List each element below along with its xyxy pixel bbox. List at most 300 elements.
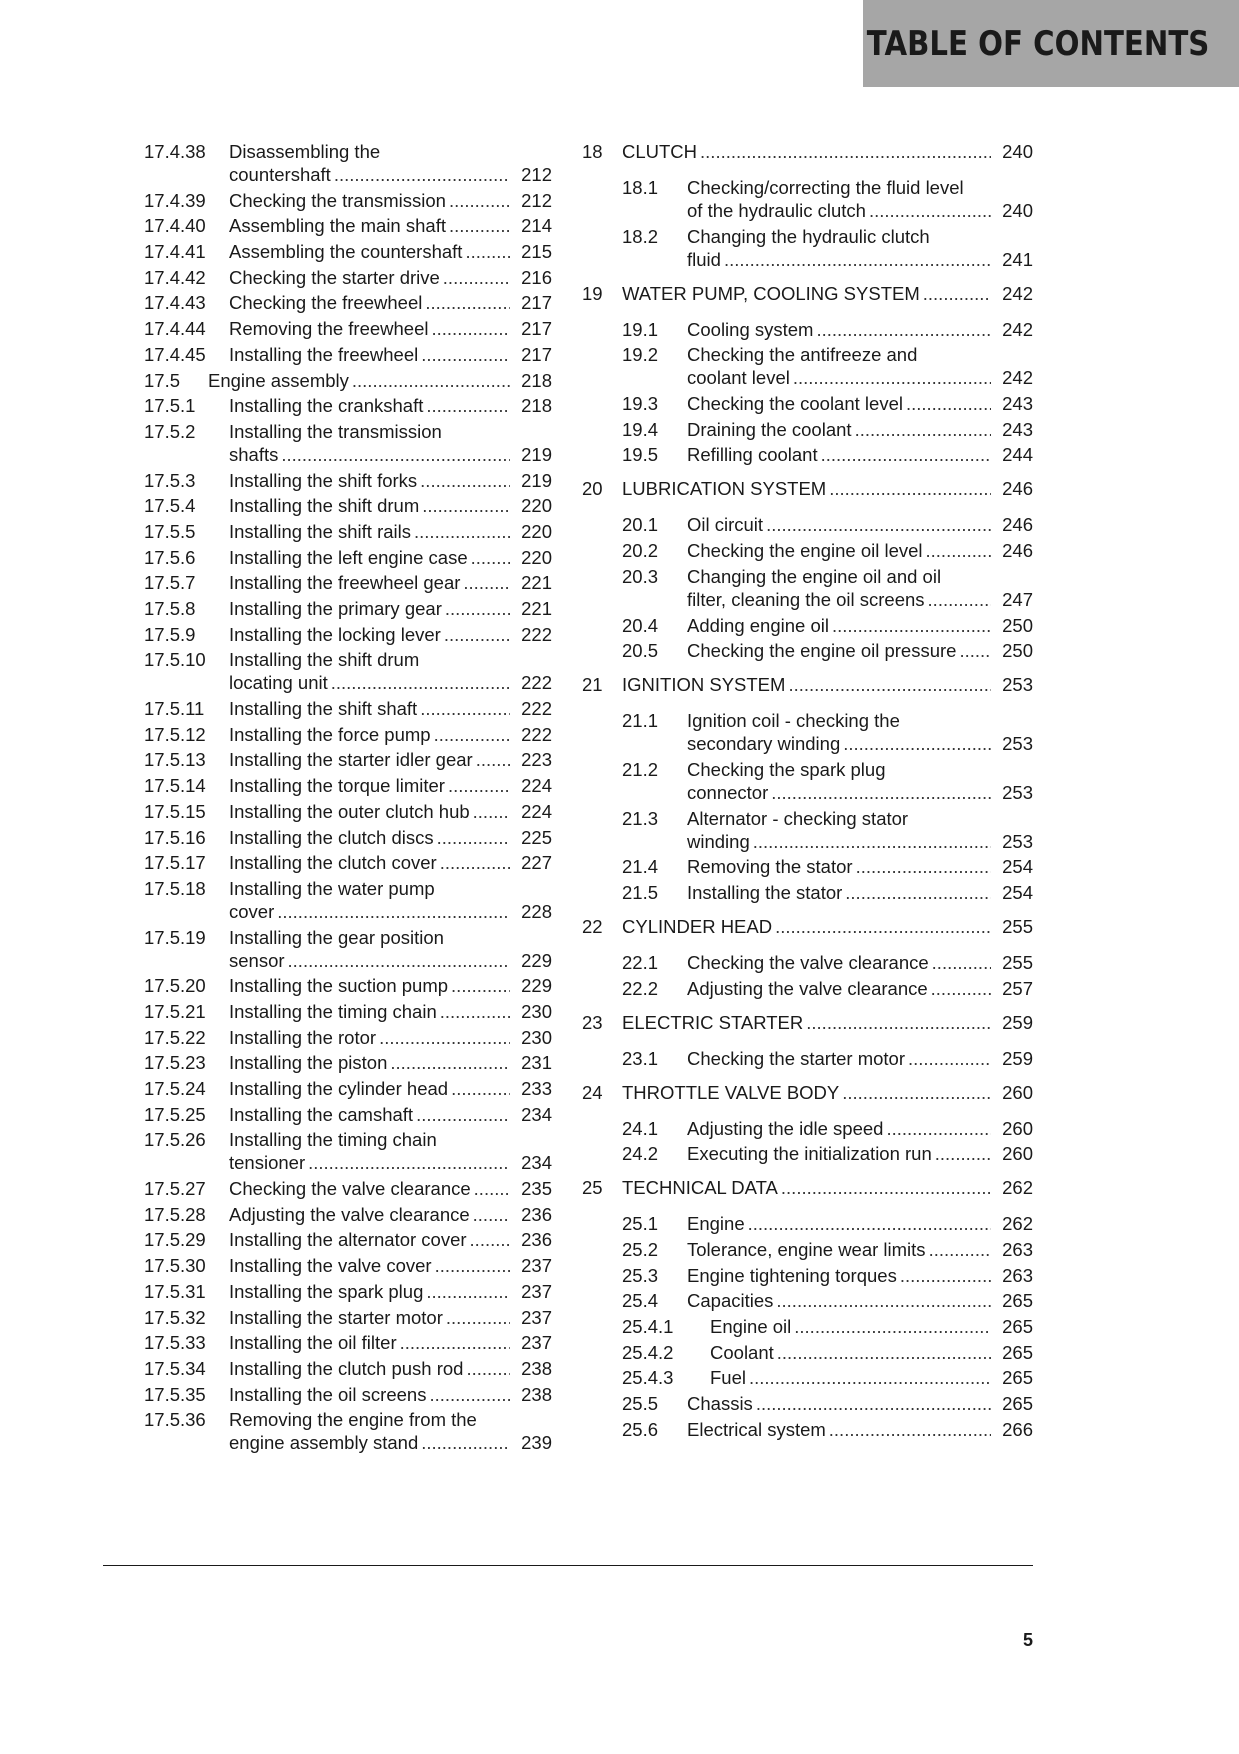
toc-entry[interactable] — [622, 807, 1033, 853]
toc-entry-page[interactable]: 243 — [1002, 393, 1033, 415]
toc-entry[interactable] — [144, 266, 552, 289]
toc-entry-number: 20.5 — [622, 640, 659, 662]
chapter-body — [622, 282, 1033, 305]
toc-entry-line — [710, 1341, 1033, 1364]
toc-entry-line — [229, 1357, 552, 1380]
toc-entry-body — [687, 951, 1033, 974]
toc-entry[interactable] — [144, 697, 552, 720]
toc-entry-page[interactable]: 244 — [1002, 444, 1033, 466]
toc-entry-page[interactable]: 218 — [521, 395, 552, 417]
toc-entry[interactable] — [144, 851, 552, 874]
dot-leader — [422, 494, 510, 517]
toc-entry[interactable] — [144, 1408, 552, 1454]
toc-entry[interactable] — [622, 1366, 1033, 1389]
toc-entry-page[interactable]: 220 — [521, 546, 552, 568]
chapter-page[interactable]: 259 — [1002, 1011, 1033, 1033]
toc-entry-body — [208, 369, 552, 392]
toc-entry-page[interactable]: 265 — [1002, 1316, 1033, 1338]
toc-entry[interactable] — [622, 639, 1033, 662]
toc-entry-title: Installing the timing chain — [229, 1000, 437, 1022]
toc-entry-page[interactable]: 221 — [521, 598, 552, 619]
toc-entry-title: Cooling system — [687, 318, 814, 340]
toc-entry[interactable] — [144, 420, 552, 466]
toc-entry-page[interactable]: 253 — [1002, 733, 1033, 755]
toc-entry[interactable] — [622, 418, 1033, 441]
toc-entry[interactable] — [144, 1128, 552, 1174]
toc-entry-number: 17.4.43 — [144, 292, 206, 314]
dot-leader — [843, 732, 991, 755]
toc-entry-page[interactable]: 260 — [1002, 1117, 1033, 1139]
toc-entry-body — [229, 1228, 552, 1251]
dot-leader — [776, 1289, 991, 1312]
toc-entry-page[interactable]: 215 — [521, 241, 552, 263]
dot-leader — [842, 1081, 991, 1104]
toc-entry[interactable] — [622, 176, 1033, 222]
toc-entry-page[interactable]: 237 — [521, 1306, 552, 1328]
toc-entry-number: 21.1 — [622, 710, 659, 732]
toc-entry-page[interactable]: 253 — [1002, 830, 1033, 852]
toc-entry-title: Electrical system — [687, 1418, 826, 1440]
toc-entry-line — [687, 539, 1033, 562]
toc-entry[interactable] — [622, 1117, 1033, 1140]
toc-entry-page[interactable]: 217 — [521, 292, 552, 314]
toc-entry-page[interactable]: 233 — [521, 1078, 552, 1099]
toc-entry[interactable] — [144, 1000, 552, 1023]
dot-leader — [931, 977, 991, 1000]
toc-entry-title: Removing the freewheel — [229, 318, 429, 340]
toc-chapter[interactable] — [582, 282, 1033, 305]
toc-entry-page[interactable]: 212 — [521, 164, 552, 185]
toc-entry[interactable] — [144, 571, 552, 594]
toc-entry-number: 17.4.39 — [144, 189, 206, 211]
toc-entry[interactable] — [144, 546, 552, 569]
toc-entry[interactable] — [144, 826, 552, 849]
chapter-title: ELECTRIC STARTER — [622, 1011, 804, 1033]
toc-entry-number: 17.5.2 — [144, 420, 196, 442]
toc-entry-body — [229, 1357, 552, 1380]
toc-entry[interactable] — [144, 394, 552, 417]
dot-leader — [437, 826, 510, 849]
dot-leader — [421, 343, 510, 366]
toc-chapter[interactable] — [582, 673, 1033, 696]
toc-entry-body — [229, 1254, 552, 1277]
toc-entry-page[interactable]: 254 — [1002, 856, 1033, 878]
toc-entry-page[interactable]: 229 — [521, 975, 552, 997]
toc-entry-number: 17.4.45 — [144, 343, 206, 365]
toc-entry[interactable] — [144, 623, 552, 646]
toc-entry-line — [229, 648, 552, 671]
chapter-body — [622, 915, 1033, 938]
toc-entry[interactable] — [622, 709, 1033, 755]
toc-entry-page[interactable]: 222 — [521, 698, 552, 720]
toc-entry[interactable] — [144, 1383, 552, 1406]
toc-entry-page[interactable]: 219 — [521, 469, 552, 491]
toc-entry-line — [687, 366, 1033, 389]
toc-entry-page[interactable]: 230 — [521, 1000, 552, 1022]
toc-entry-title: Executing the initialization run — [687, 1143, 932, 1165]
toc-entry-page[interactable]: 237 — [521, 1255, 552, 1277]
toc-entry-page[interactable]: 241 — [1002, 248, 1033, 270]
toc-entry-page[interactable]: 250 — [1002, 640, 1033, 662]
toc-entry-body — [229, 1203, 552, 1226]
toc-entry-line — [710, 1366, 1033, 1389]
toc-entry-line — [687, 1212, 1033, 1235]
toc-entry[interactable] — [622, 1264, 1033, 1287]
toc-entry-page[interactable]: 240 — [1002, 200, 1033, 221]
toc-entry[interactable] — [622, 614, 1033, 637]
toc-entry-title: winding — [687, 830, 750, 852]
toc-entry[interactable] — [144, 189, 552, 212]
toc-entry-line — [229, 494, 552, 517]
toc-entry[interactable] — [144, 343, 552, 366]
toc-entry-page[interactable]: 237 — [521, 1332, 552, 1354]
toc-entry[interactable] — [144, 1280, 552, 1303]
toc-entry-body — [229, 800, 552, 823]
toc-entry-page[interactable]: 235 — [521, 1178, 552, 1200]
toc-entry-number: 24.1 — [622, 1117, 659, 1139]
chapter-page[interactable]: 260 — [1002, 1081, 1033, 1103]
toc-entry-page[interactable]: 225 — [521, 826, 552, 848]
toc-entry-page[interactable]: 259 — [1002, 1047, 1033, 1069]
dot-leader — [446, 1306, 510, 1329]
toc-right-column — [582, 140, 1033, 1444]
toc-entry[interactable] — [622, 392, 1033, 415]
toc-entry-number: 17.5.31 — [144, 1280, 206, 1302]
toc-entry-number: 19.2 — [622, 344, 659, 366]
toc-chapter[interactable] — [582, 1011, 1033, 1034]
toc-entry[interactable] — [144, 1077, 552, 1100]
toc-entry-page[interactable]: 239 — [521, 1432, 552, 1454]
toc-entry-title: Refilling coolant — [687, 444, 818, 466]
toc-entry-page[interactable]: 217 — [521, 318, 552, 340]
toc-entry-title: Adjusting the valve clearance — [229, 1203, 470, 1225]
page-number: 5 — [1022, 1630, 1033, 1650]
toc-entry[interactable] — [622, 318, 1033, 341]
dot-leader — [420, 469, 510, 492]
toc-entry-page[interactable]: 219 — [521, 443, 552, 465]
chapter-page[interactable]: 255 — [1002, 915, 1033, 937]
toc-entry[interactable] — [622, 225, 1033, 271]
toc-entry-page[interactable]: 234 — [521, 1152, 552, 1174]
toc-entry-page[interactable]: 265 — [1002, 1393, 1033, 1415]
toc-entry-number: 25.5 — [622, 1393, 659, 1415]
toc-entry-body — [710, 1315, 1033, 1338]
chapter-body — [622, 1011, 1033, 1034]
toc-entry[interactable] — [144, 597, 552, 620]
dot-leader — [845, 881, 991, 904]
toc-entry-page[interactable]: 250 — [1002, 614, 1033, 636]
toc-entry-number: 17.5.14 — [144, 775, 206, 797]
toc-entry-number: 25.4 — [622, 1290, 659, 1312]
chapter-page[interactable]: 246 — [1002, 478, 1033, 500]
toc-entry-body — [229, 1280, 552, 1303]
toc-entry[interactable] — [622, 1341, 1033, 1364]
toc-entry-title: Assembling the main shaft — [229, 215, 446, 237]
toc-entry[interactable] — [144, 1254, 552, 1277]
toc-entry[interactable] — [144, 1203, 552, 1226]
toc-entry-page[interactable]: 238 — [521, 1383, 552, 1405]
toc-entry-body — [687, 1238, 1033, 1261]
toc-entry-title: Installing the gear position — [229, 926, 444, 948]
page-title: TABLE OF CONTENTS — [866, 23, 1209, 64]
toc-entry-title: filter, cleaning the oil screens — [687, 588, 925, 610]
toc-entry[interactable] — [622, 443, 1033, 466]
toc-entry-page[interactable]: 217 — [521, 343, 552, 365]
toc-entry[interactable] — [144, 648, 552, 694]
toc-entry-title: fluid — [687, 248, 721, 270]
toc-entry-number: 19.3 — [622, 393, 659, 415]
chapter-page[interactable]: 253 — [1002, 674, 1033, 696]
toc-entry-body — [229, 571, 552, 594]
toc-entry-page[interactable]: 257 — [1002, 977, 1033, 999]
toc-entry-title: Installing the left engine case — [229, 546, 468, 568]
toc-entry-line — [229, 926, 552, 949]
toc-entry-page[interactable]: 243 — [1002, 418, 1033, 440]
toc-entry-line — [687, 199, 1033, 222]
chapter-body — [622, 1081, 1033, 1104]
toc-entry[interactable] — [144, 723, 552, 746]
toc-entry[interactable] — [144, 214, 552, 237]
toc-entry-page[interactable]: 254 — [1002, 881, 1033, 903]
chapter-entries — [622, 951, 1033, 1000]
toc-entry-body — [229, 974, 552, 997]
toc-entry-body — [229, 1128, 552, 1174]
dot-leader — [959, 639, 991, 662]
dot-leader — [432, 317, 511, 340]
toc-chapter[interactable] — [582, 477, 1033, 500]
toc-entry-line — [687, 758, 1033, 781]
toc-entry-body — [687, 1289, 1033, 1312]
toc-entry-title: Installing the freewheel — [229, 343, 419, 365]
toc-chapter[interactable] — [582, 1176, 1033, 1199]
toc-entry[interactable] — [622, 1212, 1033, 1235]
toc-entry-title: Adjusting the valve clearance — [687, 977, 928, 999]
toc-entry-page[interactable]: 242 — [1002, 367, 1033, 389]
dot-leader — [440, 1000, 510, 1023]
toc-entry-body — [229, 926, 552, 972]
toc-entry-page[interactable]: 266 — [1002, 1418, 1033, 1440]
toc-entry-page[interactable]: 236 — [521, 1203, 552, 1225]
toc-entry[interactable] — [144, 369, 552, 392]
toc-entry-page[interactable]: 263 — [1002, 1239, 1033, 1260]
dot-leader — [451, 974, 510, 997]
toc-entry-page[interactable]: 265 — [1002, 1367, 1033, 1389]
chapter-page[interactable]: 262 — [1002, 1177, 1033, 1199]
toc-entry-page[interactable]: 242 — [1002, 318, 1033, 340]
toc-entry-page[interactable]: 246 — [1002, 540, 1033, 562]
toc-entry[interactable] — [622, 1418, 1033, 1441]
toc-entry-title: Oil circuit — [687, 514, 764, 536]
toc-entry-line — [687, 176, 1033, 199]
toc-entry[interactable] — [144, 469, 552, 492]
toc-entry[interactable] — [144, 240, 552, 263]
toc-entry[interactable] — [622, 1315, 1033, 1338]
toc-entry-number: 17.5.6 — [144, 546, 196, 568]
toc-entry[interactable] — [622, 758, 1033, 804]
toc-entry-page[interactable]: 263 — [1002, 1264, 1033, 1286]
toc-entry-body — [687, 1418, 1033, 1441]
toc-entry-number: 17.5.12 — [144, 723, 206, 745]
chapter-entries — [622, 318, 1033, 467]
toc-entry[interactable] — [144, 1051, 552, 1074]
toc-chapter[interactable] — [582, 140, 1033, 163]
toc-entry-page[interactable]: 262 — [1002, 1213, 1033, 1235]
toc-entry[interactable] — [144, 774, 552, 797]
toc-entry-page[interactable]: 236 — [521, 1229, 552, 1251]
toc-entry[interactable] — [622, 513, 1033, 536]
toc-entry[interactable] — [144, 974, 552, 997]
toc-entry[interactable] — [622, 881, 1033, 904]
toc-entry-line — [229, 1408, 552, 1431]
toc-entry-body — [687, 1264, 1033, 1287]
toc-entry-page[interactable]: 253 — [1002, 781, 1033, 803]
toc-entry-line — [229, 1203, 552, 1226]
toc-chapter[interactable] — [582, 915, 1033, 938]
toc-entry[interactable] — [144, 494, 552, 517]
chapter-page[interactable]: 240 — [1002, 141, 1033, 162]
toc-entry-page[interactable]: 222 — [521, 723, 552, 745]
toc-entry-page[interactable]: 265 — [1002, 1290, 1033, 1312]
toc-entry-line — [687, 1392, 1033, 1415]
toc-entry-body — [229, 140, 552, 186]
dot-leader — [821, 443, 991, 466]
toc-entry-page[interactable]: 260 — [1002, 1143, 1033, 1165]
toc-entry[interactable] — [622, 951, 1033, 974]
toc-entry[interactable] — [144, 1331, 552, 1354]
toc-entry[interactable] — [622, 1238, 1033, 1261]
toc-entry-body — [687, 807, 1033, 853]
toc-entry[interactable] — [144, 1228, 552, 1251]
header-tab — [863, 0, 1239, 87]
toc-entry-page[interactable]: 212 — [521, 189, 552, 211]
toc-entry-body — [229, 697, 552, 720]
toc-entry-page[interactable]: 227 — [521, 852, 552, 874]
toc-entry[interactable] — [144, 800, 552, 823]
toc-entry-line — [229, 1151, 552, 1174]
toc-entry-body — [229, 774, 552, 797]
toc-entry-line — [229, 317, 552, 340]
toc-entry-line — [229, 140, 552, 163]
toc-entry-line — [229, 697, 552, 720]
toc-entry-line — [687, 1047, 1033, 1070]
toc-entry-line — [229, 1280, 552, 1303]
toc-entry[interactable] — [144, 748, 552, 771]
toc-entry[interactable] — [144, 1103, 552, 1126]
toc-entry-page[interactable]: 216 — [521, 266, 552, 288]
dot-leader — [832, 614, 991, 637]
toc-entry[interactable] — [622, 1142, 1033, 1165]
toc-entry-page[interactable]: 224 — [521, 800, 552, 822]
toc-entry-page[interactable]: 234 — [521, 1103, 552, 1125]
toc-entry-page[interactable]: 224 — [521, 775, 552, 797]
toc-entry-number: 25.3 — [622, 1264, 659, 1286]
toc-entry[interactable] — [622, 1289, 1033, 1312]
toc-entry-body — [687, 614, 1033, 637]
dot-leader — [700, 140, 991, 163]
toc-entry-page[interactable]: 214 — [521, 215, 552, 237]
dot-leader — [421, 1431, 510, 1454]
chapter-page[interactable]: 242 — [1002, 282, 1033, 304]
toc-entry-line — [229, 1103, 552, 1126]
toc-entry-number: 17.5.26 — [144, 1129, 206, 1151]
toc-entry-page[interactable]: 238 — [521, 1357, 552, 1379]
toc-entry-title: Installing the spark plug — [229, 1280, 424, 1302]
toc-entry[interactable] — [144, 1177, 552, 1200]
toc-entry-page[interactable]: 255 — [1002, 951, 1033, 973]
toc-entry[interactable] — [144, 1026, 552, 1049]
toc-entry-number: 17.5.28 — [144, 1203, 206, 1225]
toc-entry-body — [229, 723, 552, 746]
toc-entry-line — [229, 1128, 552, 1151]
toc-entry-body — [687, 539, 1033, 562]
toc-entry-body — [687, 1392, 1033, 1415]
toc-entry-title: Removing the stator — [687, 856, 853, 878]
toc-entry[interactable] — [622, 855, 1033, 878]
toc-entry[interactable] — [622, 1047, 1033, 1070]
chapter-title: THROTTLE VALVE BODY — [622, 1081, 840, 1103]
toc-entry-page[interactable]: 246 — [1002, 514, 1033, 536]
toc-entry[interactable] — [144, 926, 552, 972]
toc-entry[interactable] — [144, 520, 552, 543]
toc-entry-page[interactable]: 223 — [521, 749, 552, 771]
dot-leader — [390, 1051, 510, 1074]
toc-entry-page[interactable]: 230 — [521, 1026, 552, 1048]
chapter-title: CLUTCH — [622, 141, 698, 162]
toc-entry[interactable] — [622, 565, 1033, 611]
dot-leader — [463, 571, 510, 594]
toc-entry-page[interactable]: 218 — [521, 369, 552, 391]
toc-entry-page[interactable]: 237 — [521, 1280, 552, 1302]
toc-entry-number: 22.1 — [622, 951, 659, 973]
toc-entry-page[interactable]: 222 — [521, 623, 552, 645]
toc-entry-page[interactable]: 220 — [521, 495, 552, 517]
chapter-title: WATER PUMP, COOLING SYSTEM — [622, 282, 920, 304]
toc-entry-number: 21.5 — [622, 881, 659, 903]
toc-entry-line — [687, 709, 1033, 732]
dot-leader — [926, 539, 991, 562]
toc-entry-line — [229, 1431, 552, 1454]
dot-leader — [753, 830, 991, 853]
toc-entry[interactable] — [622, 977, 1033, 1000]
toc-entry-line — [229, 443, 552, 466]
toc-entry[interactable] — [144, 877, 552, 923]
toc-entry[interactable] — [622, 343, 1033, 389]
toc-entry[interactable] — [622, 1392, 1033, 1415]
chapter-body — [622, 673, 1033, 696]
toc-entry-line — [687, 318, 1033, 341]
toc-entry[interactable] — [144, 291, 552, 314]
toc-entry-page[interactable]: 221 — [521, 572, 552, 594]
toc-entry[interactable] — [144, 140, 552, 186]
toc-entry-line — [229, 748, 552, 771]
toc-entry-page[interactable]: 228 — [521, 900, 552, 922]
toc-entry-page[interactable]: 220 — [521, 520, 552, 542]
toc-chapter[interactable] — [582, 1081, 1033, 1104]
toc-entry[interactable] — [144, 317, 552, 340]
toc-entry[interactable] — [144, 1357, 552, 1380]
toc-entry[interactable] — [622, 539, 1033, 562]
toc-entry-number: 17.5.5 — [144, 520, 196, 542]
chapter-line — [622, 140, 1033, 163]
dot-leader — [414, 520, 510, 543]
toc-entry-page[interactable]: 247 — [1002, 588, 1033, 610]
toc-entry-page[interactable]: 231 — [521, 1052, 552, 1074]
toc-entry-page[interactable]: 265 — [1002, 1341, 1033, 1363]
toc-entry-page[interactable]: 222 — [521, 672, 552, 694]
toc-entry[interactable] — [144, 1306, 552, 1329]
toc-entry-page[interactable]: 229 — [521, 949, 552, 971]
dot-leader — [443, 266, 510, 289]
